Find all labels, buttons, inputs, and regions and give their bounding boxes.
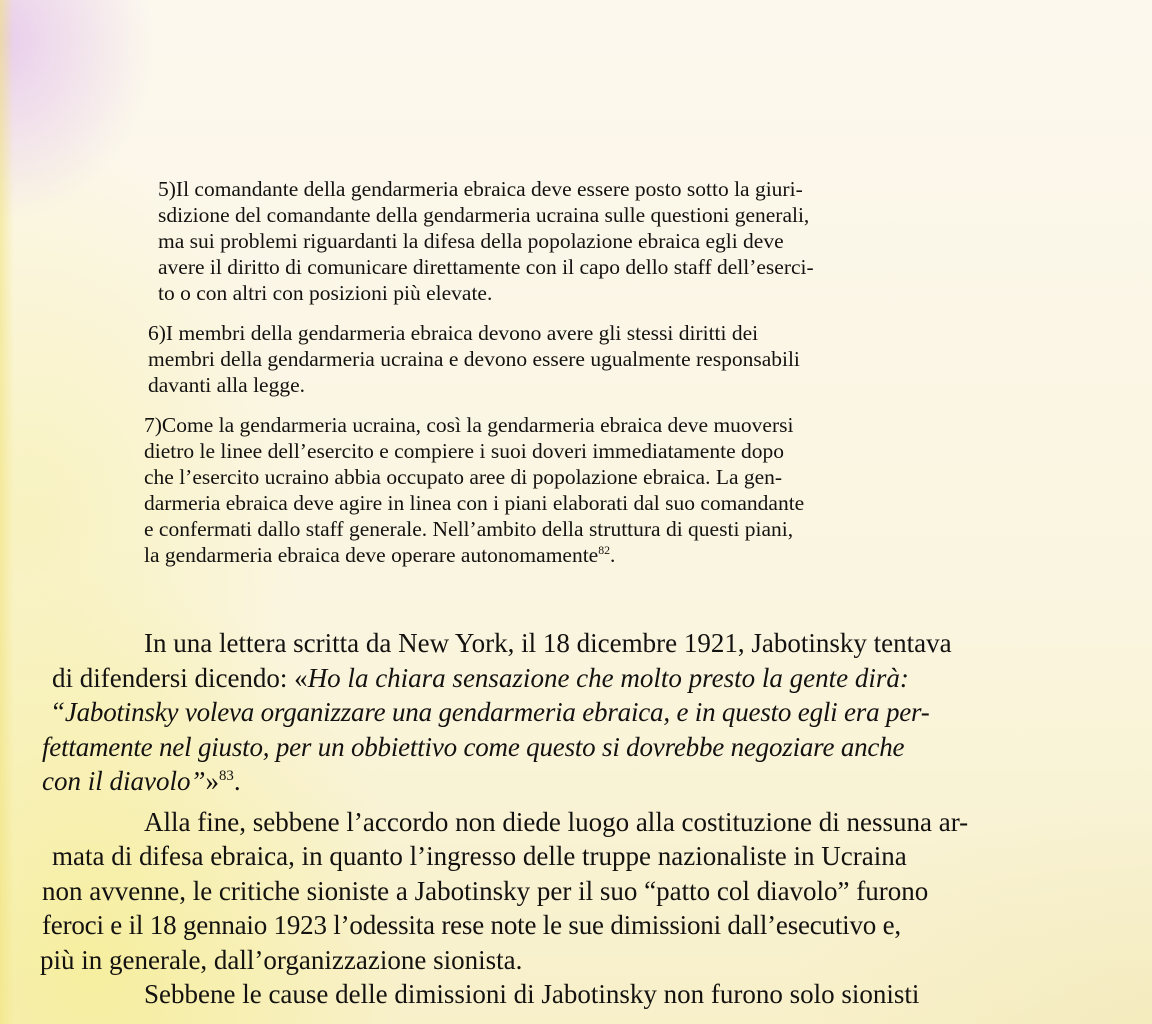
- text-fragment: .: [233, 766, 241, 796]
- text-line: fettamente nel giusto, per un obbiettivo come questo si dovrebbe negoziare anche: [42, 731, 905, 762]
- text-fragment: la gendarmeria ebraica deve operare autonomamente: [144, 543, 599, 567]
- italic-quote: Ho la chiara sensazione che molto presto la gente dirà:: [307, 662, 909, 693]
- text-line: 7)Come la gendarmeria ucraina, così la gendarmeria ebraica deve muoversi: [144, 413, 794, 437]
- cut-off-text-line: Sebbene le cause delle dimissioni di Jabotinsky non furono solo sionisti: [144, 979, 920, 1009]
- page-edge-tint: [0, 0, 14, 1024]
- body-paragraph-1: [40, 626, 1140, 799]
- text-fragment: di difendersi dicendo: «: [52, 662, 308, 693]
- footnote-marker: 82: [598, 542, 611, 557]
- text-line: e confermati dallo staff generale. Nell’ambito della struttura di questi piani,: [144, 517, 794, 541]
- text-line: membri della gendarmeria ucraina e devono essere ugualmente responsabili: [148, 347, 800, 371]
- body-text: [40, 626, 1140, 1012]
- quoted-agreement-block: [140, 176, 1020, 577]
- text-line: Alla fine, sebbene l’accordo non diede luogo alla costituzione di nessuna ar-: [144, 806, 969, 837]
- text-line: dietro le linee dell’esercito e compiere i suoi doveri immediatamente dopo: [144, 439, 784, 463]
- text-line: sdizione del comandante della gendarmeria ucraina sulle questioni generali,: [158, 203, 810, 227]
- agreement-point-5: [140, 176, 1020, 306]
- text-fragment: .: [610, 543, 616, 567]
- text-line: avere il diritto di comunicare direttamente con il capo dello staff dell’eserci-: [158, 255, 814, 279]
- text-line: “Jabotinsky voleva organizzare una gendarmeria ebraica, e in questo egli era per-: [50, 697, 930, 727]
- footnote-marker: 83: [219, 768, 234, 784]
- italic-quote: con il diavolo”: [42, 766, 206, 796]
- text-line: feroci e il 18 gennaio 1923 l’odessita rese note le sue dimissioni dall’esecutivo e,: [42, 910, 901, 940]
- text-line: non avvenne, le critiche sioniste a Jabotinsky per il suo “patto col diavolo” furono: [42, 875, 929, 906]
- text-line: In una lettera scritta da New York, il 18 dicembre 1921, Jabotinsky tentava: [144, 628, 952, 658]
- text-line: [40, 661, 1140, 696]
- body-paragraph-3: [40, 977, 1140, 1012]
- text-line: to o con altri con posizioni più elevate.: [158, 281, 493, 305]
- body-paragraph-2: [40, 805, 1140, 978]
- agreement-point-6: [140, 320, 1020, 398]
- text-line: darmeria ebraica deve agire in linea con i piani elaborati dal suo comandante: [144, 491, 805, 515]
- text-line: davanti alla legge.: [148, 373, 305, 397]
- text-fragment: »: [205, 766, 219, 796]
- text-line: 5)Il comandante della gendarmeria ebraica deve essere posto sotto la giuri-: [158, 177, 803, 201]
- text-line: ma sui problemi riguardanti la difesa della popolazione ebraica egli deve: [158, 229, 784, 253]
- text-line: più in generale, dall’organizzazione sionista.: [40, 944, 523, 975]
- text-line: 6)I membri della gendarmeria ebraica devono avere gli stessi diritti dei: [148, 321, 759, 345]
- text-line: [144, 542, 1020, 568]
- text-line: [40, 764, 1140, 799]
- text-line: che l’esercito ucraino abbia occupato aree di popolazione ebraica. La gen-: [144, 465, 783, 489]
- agreement-point-7: [140, 412, 1020, 568]
- text-line: mata di difesa ebraica, in quanto l’ingresso delle truppe nazionaliste in Ucraina: [52, 841, 907, 871]
